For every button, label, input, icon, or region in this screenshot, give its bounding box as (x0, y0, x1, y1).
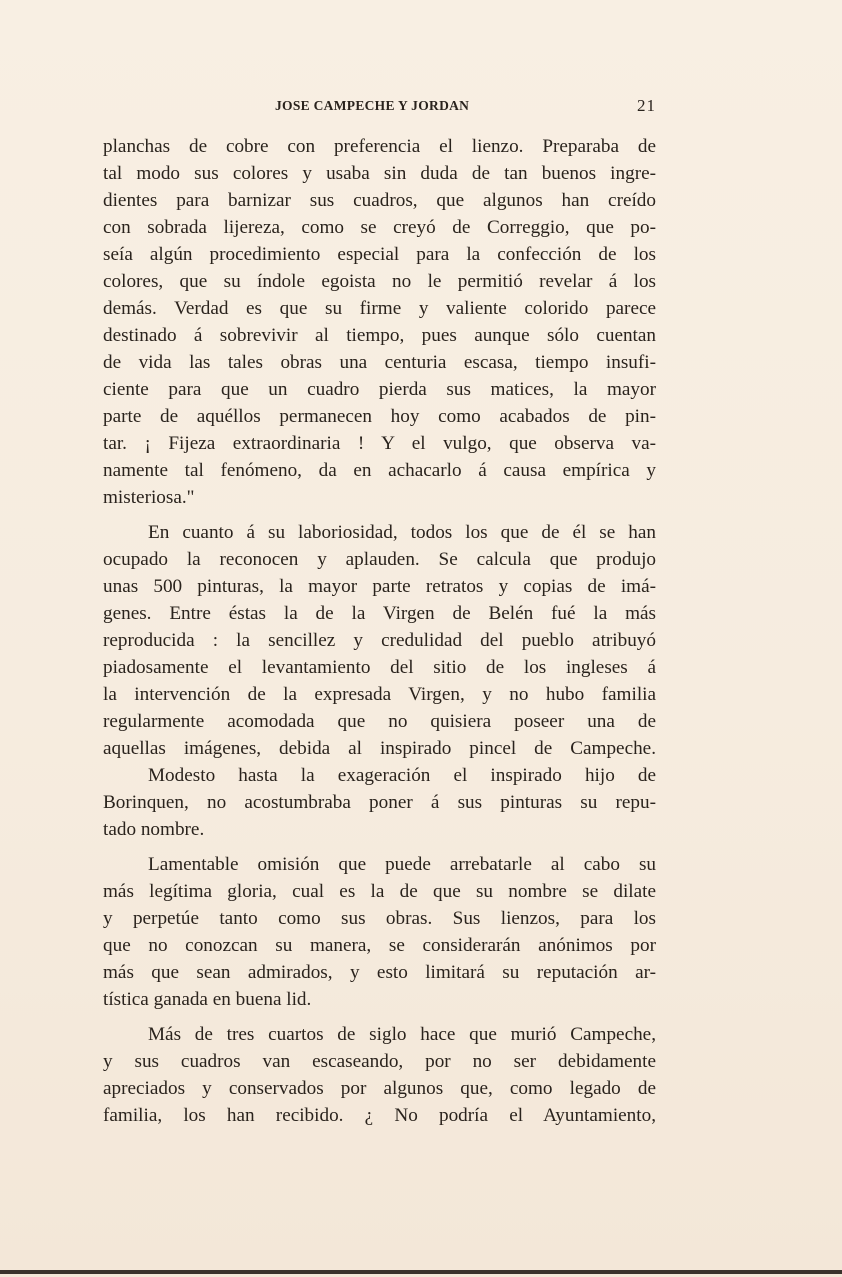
text-line: unas 500 pinturas, la mayor parte retratos y copias de imá- (103, 576, 656, 597)
running-head (103, 96, 656, 120)
text-line: y perpetúe tanto como sus obras. Sus lienzos, para los (103, 908, 656, 929)
text-line: reproducida : la sencillez y credulidad del pueblo atribuyó (103, 630, 656, 651)
text-line: demás. Verdad es que su firme y valiente colorido parece (103, 298, 656, 319)
paragraph-5 (103, 1021, 656, 1129)
text-line: tística ganada en buena lid. (103, 989, 312, 1010)
text-line: más legítima gloria, cual es la de que su nombre se dilate (103, 881, 656, 902)
text-line: parte de aquéllos permanecen hoy como acabados de pin- (103, 406, 656, 427)
text-line: Borinquen, no acostumbraba poner á sus pinturas su repu- (103, 792, 656, 813)
text-line: Modesto hasta la exageración el inspirado hijo de (148, 765, 656, 786)
text-line: apreciados y conservados por algunos que, como legado de (103, 1078, 656, 1099)
text-line: tal modo sus colores y usaba sin duda de tan buenos ingre- (103, 163, 656, 184)
text-line: En cuanto á su laboriosidad, todos los que de él se han (148, 522, 656, 543)
text-line: misteriosa." (103, 487, 195, 508)
paragraph-gap (103, 511, 656, 519)
paragraph-4 (103, 851, 656, 1013)
text-line: de vida las tales obras una centuria escasa, tiempo insufi- (103, 352, 656, 373)
text-line: con sobrada lijereza, como se creyó de Correggio, que po- (103, 217, 656, 238)
text-line: que no conozcan su manera, se considerarán anónimos por (103, 935, 656, 956)
text-line: planchas de cobre con preferencia el lienzo. Preparaba de (103, 136, 656, 157)
text-line: más que sean admirados, y esto limitará su reputación ar- (103, 962, 656, 983)
text-line: tar. ¡ Fijeza extraordinaria ! Y el vulgo, que observa va- (103, 433, 656, 454)
text-line: genes. Entre éstas la de la Virgen de Belén fué la más (103, 603, 656, 624)
text-line: piadosamente el levantamiento del sitio de los ingleses á (103, 657, 656, 678)
text-line: Más de tres cuartos de siglo hace que murió Campeche, (148, 1024, 656, 1045)
running-title: JOSE CAMPECHE Y JORDAN (275, 98, 470, 113)
bottom-edge-rule (0, 1270, 842, 1274)
text-line: ocupado la reconocen y aplauden. Se calcula que produjo (103, 549, 656, 570)
text-line: la intervención de la expresada Virgen, y no hubo familia (103, 684, 656, 705)
text-line: namente tal fenómeno, da en achacarlo á causa empírica y (103, 460, 656, 481)
text-line: ciente para que un cuadro pierda sus matices, la mayor (103, 379, 656, 400)
text-line: regularmente acomodada que no quisiera poseer una de (103, 711, 656, 732)
paragraph-2 (103, 519, 656, 762)
paragraph-3 (103, 762, 656, 843)
body-text (103, 133, 656, 1129)
text-line: seía algún procedimiento especial para la confección de los (103, 244, 656, 265)
paragraph-1 (103, 133, 656, 511)
text-line: tado nombre. (103, 819, 205, 840)
page-number: 21 (637, 96, 656, 115)
text-line: Lamentable omisión que puede arrebatarle al cabo su (148, 854, 656, 875)
paragraph-gap (103, 1013, 656, 1021)
text-line: colores, que su índole egoista no le permitió revelar á los (103, 271, 656, 292)
text-line: aquellas imágenes, debida al inspirado pincel de Campeche. (103, 738, 656, 759)
paragraph-gap (103, 843, 656, 851)
text-line: familia, los han recibido. ¿ No podría el Ayuntamiento, (103, 1105, 656, 1126)
text-line: y sus cuadros van escaseando, por no ser debidamente (103, 1051, 656, 1072)
text-line: dientes para barnizar sus cuadros, que algunos han creído (103, 190, 656, 211)
text-line: destinado á sobrevivir al tiempo, pues aunque sólo cuentan (103, 325, 656, 346)
